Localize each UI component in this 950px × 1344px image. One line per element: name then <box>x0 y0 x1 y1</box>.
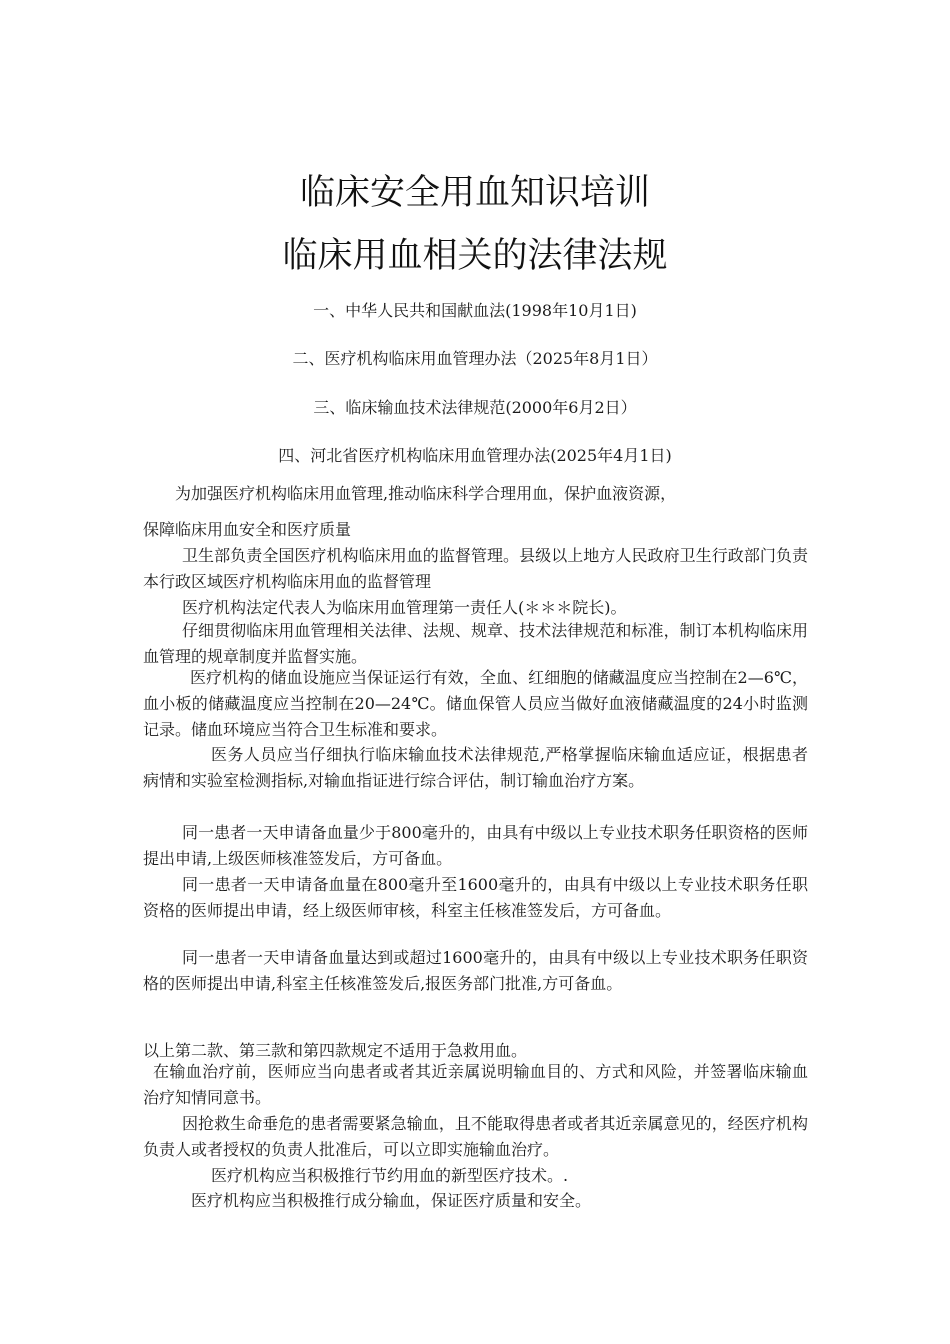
body-paragraph: 医疗机构应当积极推行成分输血，保证医疗质量和安全。 <box>191 1191 592 1210</box>
body-paragraph: 同一患者一天申请备血量少于800毫升的，由具有中级以上专业技术职务任职资格的医师提出申请,上级医师核准签发后，方可备血。 <box>143 823 808 868</box>
body-paragraph: 在输血治疗前，医师应当向患者或者其近亲属说明输血目的、方式和风险，并签署临床输血治疗知情同意书。 <box>143 1062 808 1107</box>
body-paragraph: 保障临床用血安全和医疗质量 <box>143 520 352 539</box>
body-paragraph: 为加强医疗机构临床用血管理,推动临床科学合理用血，保护血液资源， <box>175 484 677 503</box>
body-paragraph: 同一患者一天申请备血量达到或超过1600毫升的，由具有中级以上专业技术职务任职资格的医师提出申请,科室主任核准签发后,报医务部门批准,方可备血。 <box>143 948 808 993</box>
body-paragraph: 医疗机构应当积极推行节约用血的新型医疗技术。. <box>211 1166 569 1185</box>
body-paragraph: 医疗机构的储血设施应当保证运行有效，全血、红细胞的储藏温度应当控制在2—6℃，血小板的储藏温度应当控制在20—24℃。储血保管人员应当做好血液储藏温度的24小时监测记录。储血环境应当符合卫生标准和要求。 <box>143 668 808 739</box>
law-item: 四、河北省医疗机构临床用血管理办法(2025年4月1日) <box>278 446 672 465</box>
body-paragraph: 以上第二款、第三款和第四款规定不适用于急救用血。 <box>143 1041 528 1060</box>
body-paragraph: 仔细贯彻临床用血管理相关法律、法规、规章、技术法律规范和标准，制订本机构临床用血管理的规章制度并监督实施。 <box>143 621 808 666</box>
body-paragraph: 因抢救生命垂危的患者需要紧急输血，且不能取得患者或者其近亲属意见的，经医疗机构负责人或者授权的负责人批准后，可以立即实施输血治疗。 <box>143 1114 808 1159</box>
document-title: 临床安全用血知识培训 <box>299 173 650 213</box>
body-paragraph: 医务人员应当仔细执行临床输血技术法律规范,严格掌握临床输血适应证，根据患者病情和实验室检测指标,对输血指证进行综合评估，制订输血治疗方案。 <box>143 745 808 790</box>
law-item: 三、临床输血技术法律规范(2000年6月2日） <box>313 398 637 417</box>
body-paragraph: 卫生部负责全国医疗机构临床用血的监督管理。县级以上地方人民政府卫生行政部门负责本行政区域医疗机构临床用血的监督管理 <box>143 546 808 591</box>
law-item: 一、中华人民共和国献血法(1998年10月1日) <box>313 301 637 320</box>
body-paragraph: 同一患者一天申请备血量在800毫升至1600毫升的，由具有中级以上专业技术职务任职资格的医师提出申请，经上级医师审核，科室主任核准签发后，方可备血。 <box>143 875 808 920</box>
body-paragraph: 医疗机构法定代表人为临床用血管理第一责任人(＊＊＊院长)。 <box>182 598 627 617</box>
law-item: 二、医疗机构临床用血管理办法（2025年8月1日） <box>292 349 658 368</box>
document-subtitle: 临床用血相关的法律法规 <box>282 236 668 276</box>
